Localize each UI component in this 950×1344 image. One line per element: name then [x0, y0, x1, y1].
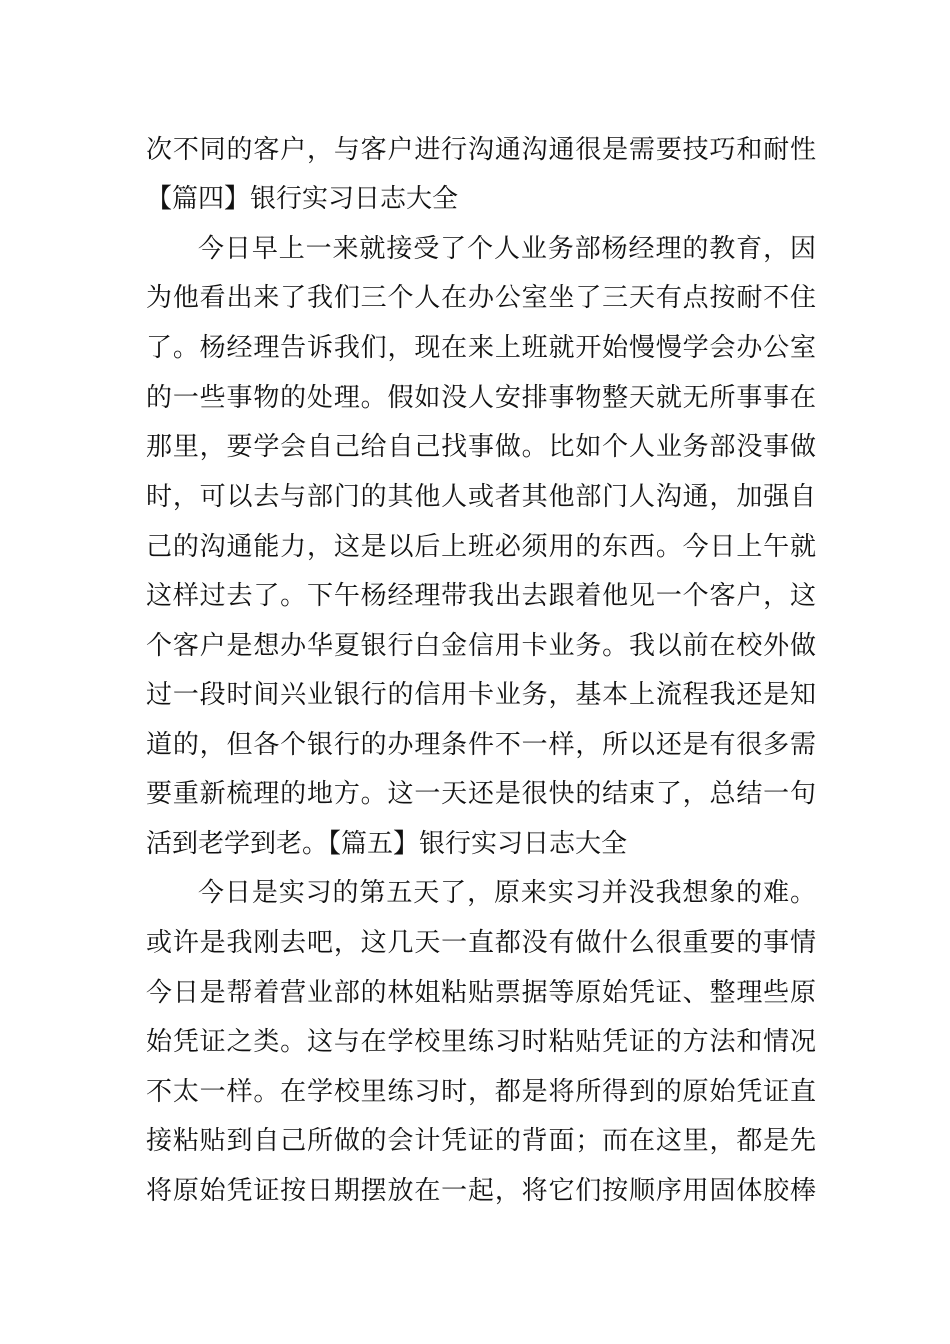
text-line: 不太一样。在学校里练习时，都是将所得到的原始凭证直: [146, 1077, 816, 1107]
text-line: 这样过去了。下午杨经理带我出去跟着他见一个客户，这: [146, 581, 816, 611]
text-line: 己的沟通能力，这是以后上班必须用的东西。今日上午就: [146, 532, 816, 562]
text-line: 过一段时间兴业银行的信用卡业务，基本上流程我还是知: [146, 680, 816, 710]
text-line: 个客户是想办华夏银行白金信用卡业务。我以前在校外做: [146, 631, 816, 661]
text-line: 今日是帮着营业部的林姐粘贴票据等原始凭证、整理些原: [146, 978, 816, 1008]
text-line: 将原始凭证按日期摆放在一起，将它们按顺序用固体胶棒: [146, 1176, 816, 1206]
text-line: 始凭证之类。这与在学校里练习时粘贴凭证的方法和情况: [146, 1027, 816, 1057]
text-line: 为他看出来了我们三个人在办公室坐了三天有点按耐不住: [146, 283, 816, 313]
section-heading: 【篇四】银行实习日志大全: [146, 184, 459, 214]
text-line: 时，可以去与部门的其他人或者其他部门人沟通，加强自: [146, 482, 816, 512]
text-line: 了。杨经理告诉我们，现在来上班就开始慢慢学会办公室: [146, 333, 816, 363]
text-line: 或许是我刚去吧，这几天一直都没有做什么很重要的事情: [146, 928, 816, 958]
text-line: 今日早上一来就接受了个人业务部杨经理的教育，因: [198, 234, 816, 264]
text-line: 活到老学到老。【篇五】银行实习日志大全: [146, 829, 628, 859]
text-line: 那里，要学会自己给自己找事做。比如个人业务部没事做: [146, 432, 816, 462]
text-line: 次不同的客户，与客户进行沟通沟通很是需要技巧和耐性: [146, 135, 816, 165]
text-line: 今日是实习的第五天了，原来实习并没我想象的难。: [198, 878, 816, 908]
text-line: 道的，但各个银行的办理条件不一样，所以还是有很多需: [146, 730, 816, 760]
text-line: 接粘贴到自己所做的会计凭证的背面；而在这里，都是先: [146, 1126, 816, 1156]
text-line: 要重新梳理的地方。这一天还是很快的结束了，总结一句: [146, 779, 816, 809]
text-line: 的一些事物的处理。假如没人安排事物整天就无所事事在: [146, 383, 816, 413]
